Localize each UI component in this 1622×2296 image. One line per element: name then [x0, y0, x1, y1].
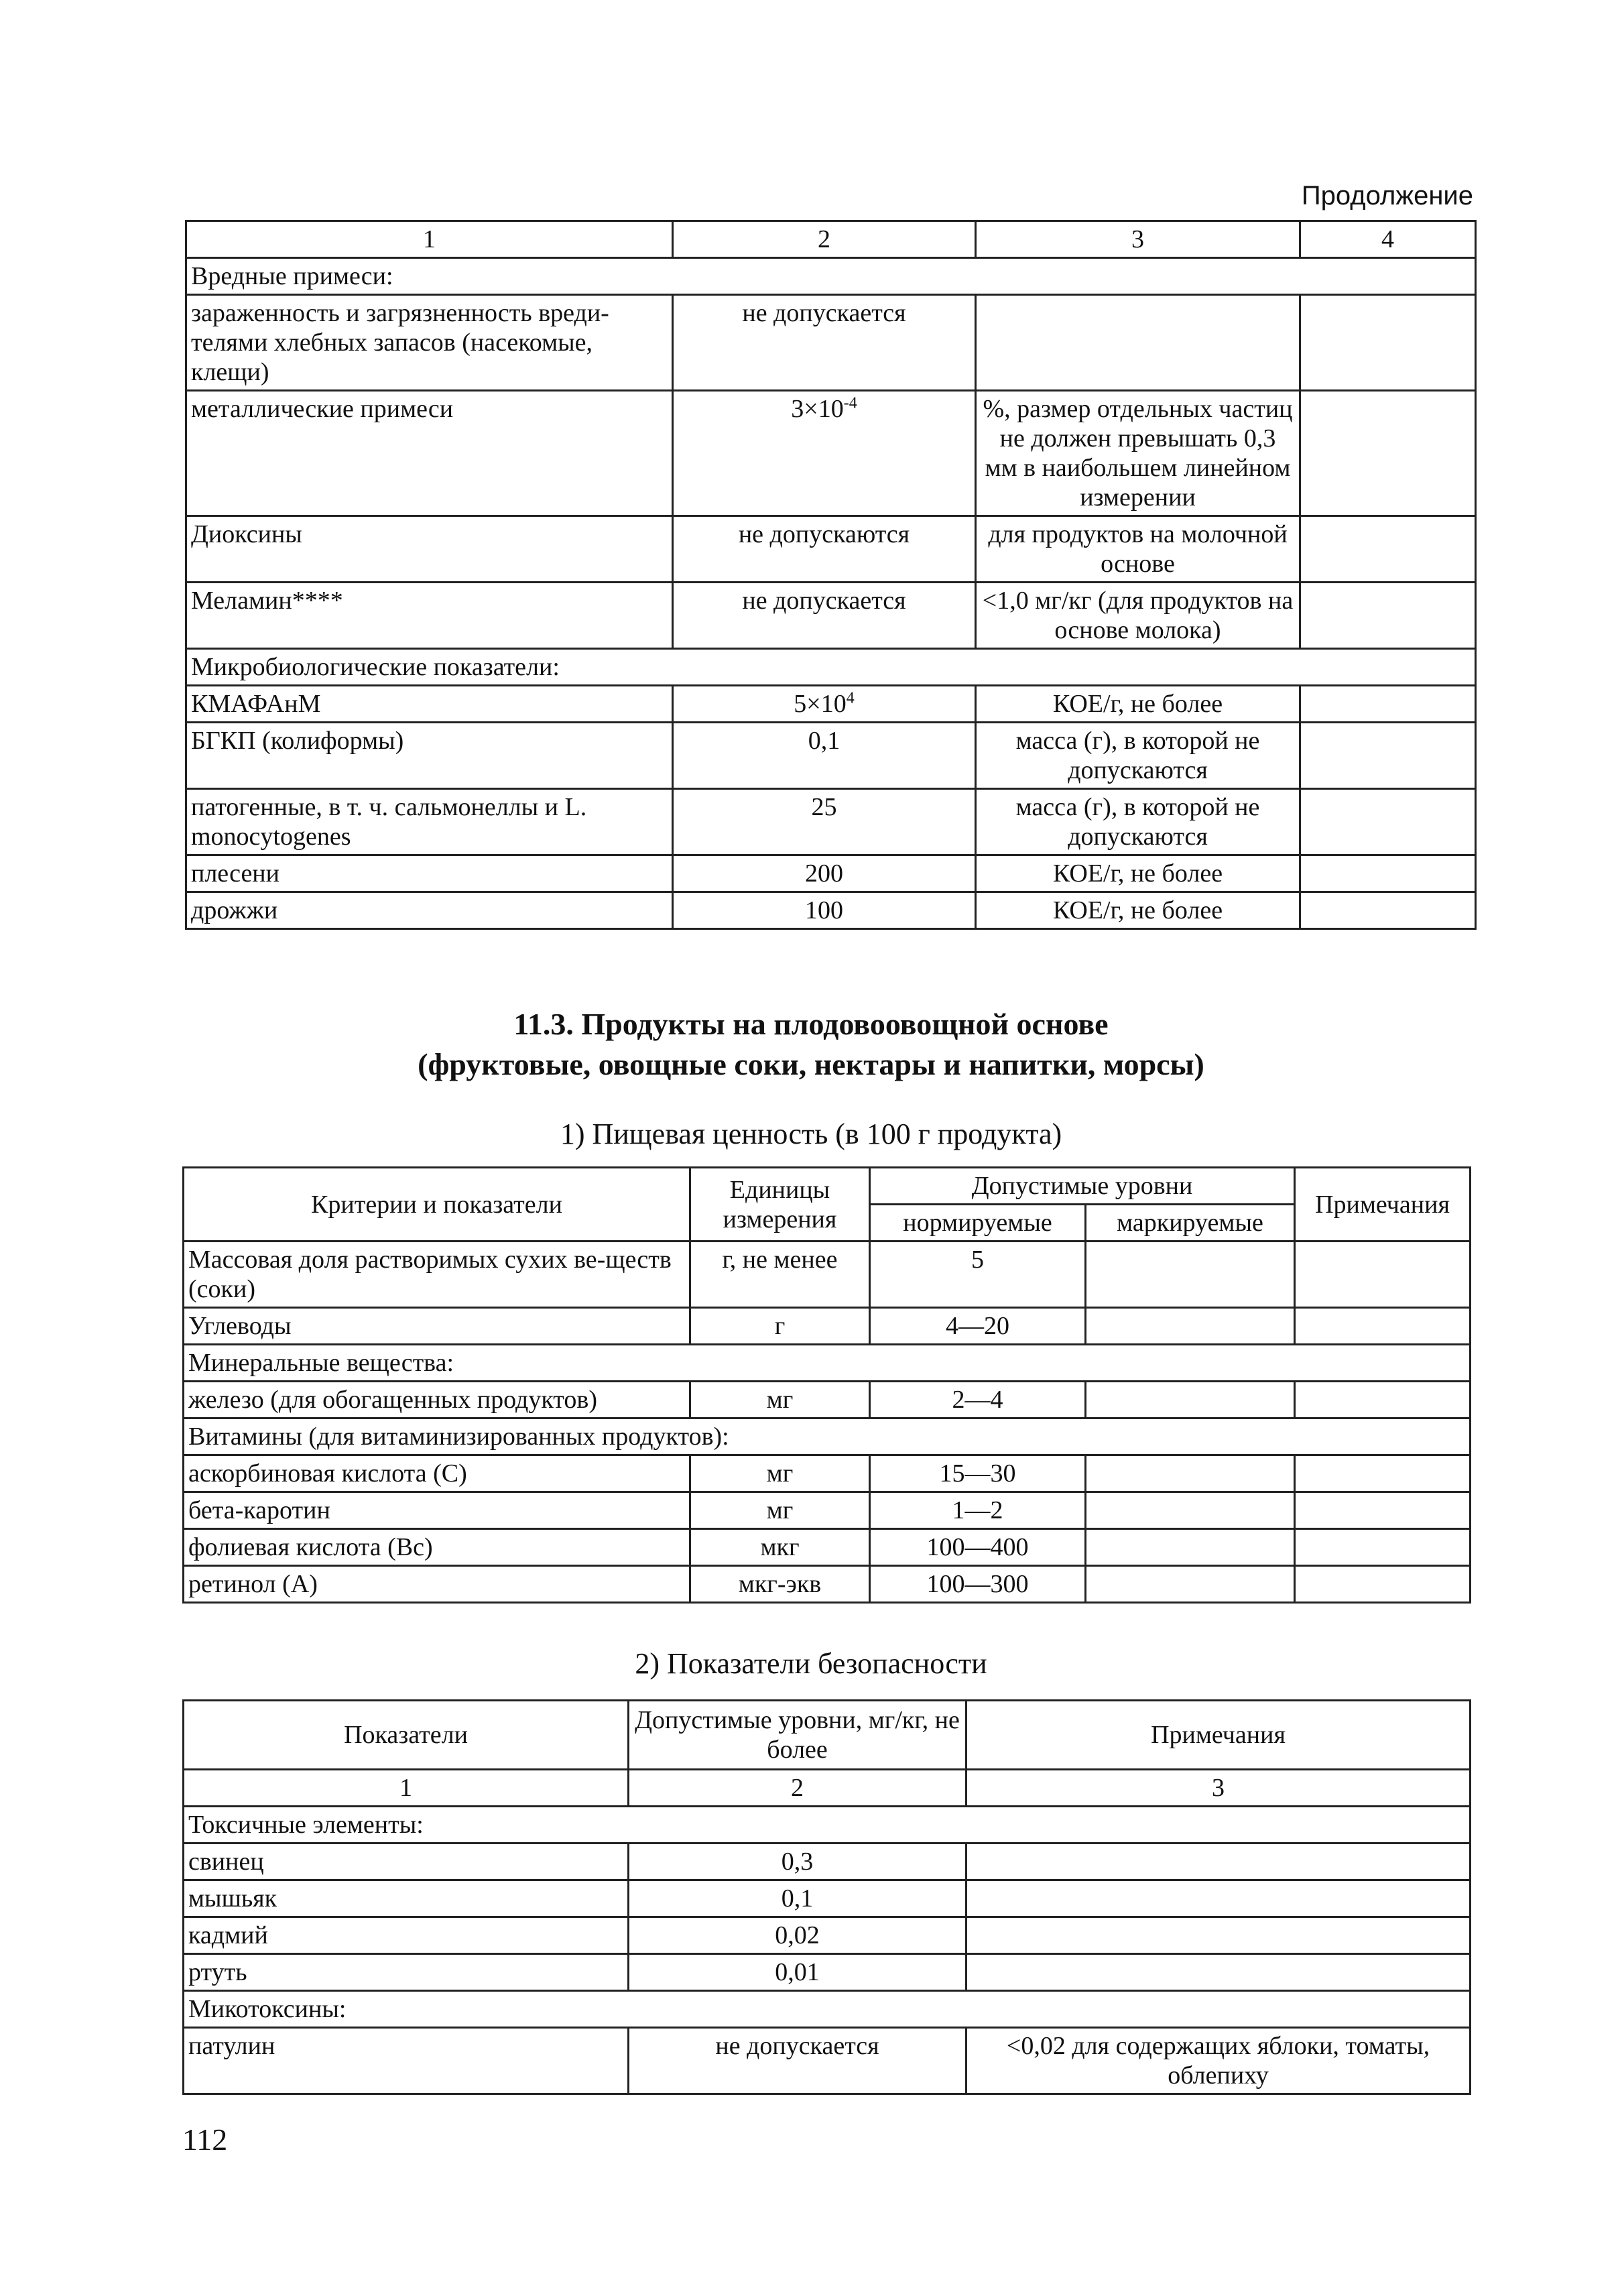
header-criteria: Критерии и показатели: [184, 1168, 690, 1242]
extra: [1300, 686, 1476, 723]
section-heading-line2: (фруктовые, овощные соки, нектары и напитки, морсы): [418, 1047, 1204, 1081]
indicator-name: зараженность и загрязненность вреди-телями хлебных запасов (насекомые, клещи): [186, 295, 673, 391]
table-row: [186, 295, 1476, 391]
marked-level: [1086, 1382, 1295, 1418]
table-row: [184, 1308, 1471, 1345]
unit: мг: [690, 1382, 870, 1418]
note: [966, 1954, 1471, 1991]
indicator-name: Массовая доля растворимых сухих ве-ществ (соки): [184, 1242, 690, 1308]
column-number-row: [186, 221, 1476, 258]
allowed-level: [673, 686, 976, 723]
allowed-level: 0,01: [629, 1954, 966, 1991]
table-row: [184, 1492, 1471, 1529]
header-normed: нормируемые: [870, 1205, 1086, 1242]
marked-level: [1086, 1492, 1295, 1529]
note: %, размер отдельных частиц не должен превышать 0,3 мм в наибольшем линейном измерении: [976, 391, 1300, 516]
table-row: [184, 1917, 1471, 1954]
note: КОЕ/г, не более: [976, 892, 1300, 929]
extra: [1300, 789, 1476, 855]
note: [976, 295, 1300, 391]
header-notes: Примечания: [1295, 1168, 1471, 1242]
table-row: [186, 855, 1476, 892]
column-number: 3: [966, 1770, 1471, 1807]
note: [1295, 1382, 1471, 1418]
table-row: [184, 1242, 1471, 1308]
header-levels: Допустимые уровни, мг/кг, не более: [629, 1701, 966, 1770]
marked-level: [1086, 1566, 1295, 1603]
indicator-name: кадмий: [184, 1917, 629, 1954]
table-row: [184, 1529, 1471, 1566]
normed-level: 100—400: [870, 1529, 1086, 1566]
note: масса (г), в которой не допускаются: [976, 789, 1300, 855]
header-allowed-levels: Допустимые уровни: [870, 1168, 1295, 1205]
note: масса (г), в которой не допускаются: [976, 723, 1300, 789]
extra: [1300, 892, 1476, 929]
indicator-name: патулин: [184, 2028, 629, 2094]
unit: мг: [690, 1492, 870, 1529]
table-row: [186, 723, 1476, 789]
allowed-level: не допускаются: [673, 516, 976, 583]
indicator-name: мышьяк: [184, 1880, 629, 1917]
note: для продуктов на молочной основе: [976, 516, 1300, 583]
section-label: Микотоксины:: [184, 1991, 1471, 2028]
nutritional-value-table: [182, 1166, 1471, 1604]
unit: мг: [690, 1455, 870, 1492]
section-label: Минеральные вещества:: [184, 1345, 1471, 1382]
page-number: 112: [182, 2122, 228, 2157]
unit: г, не менее: [690, 1242, 870, 1308]
section-row: [184, 1418, 1471, 1455]
allowed-level: [673, 391, 976, 516]
safety-indicators-table: [182, 1699, 1471, 2095]
marked-level: [1086, 1242, 1295, 1308]
level-base: 3×10: [791, 395, 844, 423]
indicator-name: свинец: [184, 1844, 629, 1880]
indicator-name: ретинол (А): [184, 1566, 690, 1603]
table-row: [184, 1566, 1471, 1603]
section-heading-line1: 11.3. Продукты на плодовоовощной основе: [513, 1007, 1109, 1041]
allowed-level: 0,02: [629, 1917, 966, 1954]
table-row: [186, 892, 1476, 929]
section-label: Микробиологические показатели:: [186, 649, 1476, 686]
note: [1295, 1566, 1471, 1603]
unit: г: [690, 1308, 870, 1345]
indicator-name: КМАФАнМ: [186, 686, 673, 723]
allowed-level: не допускается: [629, 2028, 966, 2094]
header-units: Единицы измерения: [690, 1168, 870, 1242]
normed-level: 5: [870, 1242, 1086, 1308]
normed-level: 1—2: [870, 1492, 1086, 1529]
normed-level: 15—30: [870, 1455, 1086, 1492]
allowed-level: 100: [673, 892, 976, 929]
continuation-label: Продолжение: [1301, 181, 1473, 210]
extra: [1300, 295, 1476, 391]
table-row: [186, 583, 1476, 649]
table-row: [186, 789, 1476, 855]
indicator-name: Меламин****: [186, 583, 673, 649]
level-exponent: 4: [846, 689, 855, 707]
section-row: [184, 1807, 1471, 1844]
indicator-name: ртуть: [184, 1954, 629, 1991]
section-row: [184, 1345, 1471, 1382]
note: [1295, 1308, 1471, 1345]
table3-caption: 2) Показатели безопасности: [635, 1647, 987, 1680]
section-row: [184, 1991, 1471, 2028]
section-label: Токсичные элементы:: [184, 1807, 1471, 1844]
note: [966, 1917, 1471, 1954]
note: [1295, 1529, 1471, 1566]
level-base: 5×10: [794, 690, 847, 718]
table-row: [184, 2028, 1471, 2094]
note: [966, 1880, 1471, 1917]
note: [966, 1844, 1471, 1880]
allowed-level: 0,1: [673, 723, 976, 789]
marked-level: [1086, 1529, 1295, 1566]
normed-level: 4—20: [870, 1308, 1086, 1345]
column-number: 2: [629, 1770, 966, 1807]
indicator-name: плесени: [186, 855, 673, 892]
indicator-name: бета-каротин: [184, 1492, 690, 1529]
section-label: Вредные примеси:: [186, 258, 1476, 295]
column-number: 4: [1300, 221, 1476, 258]
extra: [1300, 516, 1476, 583]
indicator-name: аскорбиновая кислота (С): [184, 1455, 690, 1492]
normed-level: 100—300: [870, 1566, 1086, 1603]
harmful-impurities-table: [185, 220, 1477, 930]
note: КОЕ/г, не более: [976, 855, 1300, 892]
indicator-name: железо (для обогащенных продуктов): [184, 1382, 690, 1418]
note: <0,02 для содержащих яблоки, томаты, облепиху: [966, 2028, 1471, 2094]
table-row: [184, 1844, 1471, 1880]
column-number: 2: [673, 221, 976, 258]
indicator-name: Диоксины: [186, 516, 673, 583]
extra: [1300, 583, 1476, 649]
unit: мкг: [690, 1529, 870, 1566]
header-notes: Примечания: [966, 1701, 1471, 1770]
level-exponent: -4: [843, 394, 857, 412]
indicator-name: БГКП (колиформы): [186, 723, 673, 789]
note: <1,0 мг/кг (для продуктов на основе молока): [976, 583, 1300, 649]
note: [1295, 1242, 1471, 1308]
indicator-name: патогенные, в т. ч. сальмонеллы и L. monocytogenes: [186, 789, 673, 855]
table2-caption: 1) Пищевая ценность (в 100 г продукта): [560, 1117, 1062, 1150]
column-number: 1: [186, 221, 673, 258]
allowed-level: 0,1: [629, 1880, 966, 1917]
table-row: [186, 391, 1476, 516]
indicator-name: Углеводы: [184, 1308, 690, 1345]
column-number: 1: [184, 1770, 629, 1807]
allowed-level: не допускается: [673, 295, 976, 391]
allowed-level: 25: [673, 789, 976, 855]
section-row: [186, 258, 1476, 295]
header-indicators: Показатели: [184, 1701, 629, 1770]
table-row: [184, 1880, 1471, 1917]
indicator-name: металлические примеси: [186, 391, 673, 516]
marked-level: [1086, 1455, 1295, 1492]
indicator-name: дрожжи: [186, 892, 673, 929]
section-row: [186, 649, 1476, 686]
extra: [1300, 723, 1476, 789]
allowed-level: 200: [673, 855, 976, 892]
extra: [1300, 391, 1476, 516]
table-row: [186, 686, 1476, 723]
header-marked: маркируемые: [1086, 1205, 1295, 1242]
unit: мкг-экв: [690, 1566, 870, 1603]
note: КОЕ/г, не более: [976, 686, 1300, 723]
table-row: [184, 1382, 1471, 1418]
allowed-level: 0,3: [629, 1844, 966, 1880]
table-row: [184, 1455, 1471, 1492]
note: [1295, 1455, 1471, 1492]
note: [1295, 1492, 1471, 1529]
section-label: Витамины (для витаминизированных продуктов):: [184, 1418, 1471, 1455]
table-row: [186, 516, 1476, 583]
table-row: [184, 1954, 1471, 1991]
marked-level: [1086, 1308, 1295, 1345]
indicator-name: фолиевая кислота (Вс): [184, 1529, 690, 1566]
extra: [1300, 855, 1476, 892]
normed-level: 2—4: [870, 1382, 1086, 1418]
column-number: 3: [976, 221, 1300, 258]
allowed-level: не допускается: [673, 583, 976, 649]
column-number-row: [184, 1770, 1471, 1807]
